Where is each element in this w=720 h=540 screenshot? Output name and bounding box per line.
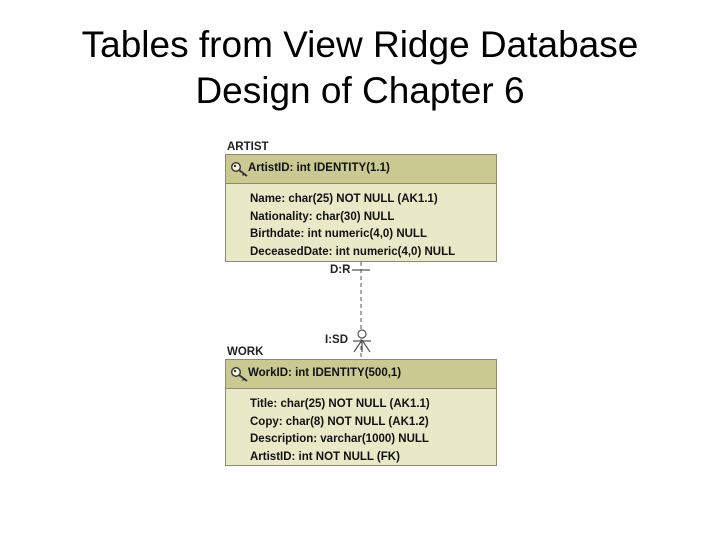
slide-title-line-2: Design of Chapter 6 [195, 70, 525, 111]
work-primary-key: WorkID: int IDENTITY(500,1) [248, 367, 402, 379]
artist-attribute: Nationality: char(30) NULL [250, 210, 395, 223]
work-attribute: Title: char(25) NOT NULL (AK1.1) [250, 398, 430, 410]
work-attribute: Description: varchar(1000) NULL [250, 433, 429, 445]
artist-table-name: ARTIST [227, 141, 269, 153]
artist-attribute: DeceasedDate: int numeric(4,0) NULL [250, 245, 456, 258]
artist-attribute: Name: char(25) NOT NULL (AK1.1) [250, 193, 438, 205]
work-primary-key-row [226, 360, 496, 389]
work-attribute-list [226, 389, 496, 466]
work-table-name: WORK [227, 346, 264, 358]
slide-title-line-1: Tables from View Ridge Database [81, 24, 639, 65]
relationship-crow-foot-right [362, 340, 370, 352]
artist-primary-key: ArtistID: int IDENTITY(1.1) [248, 162, 390, 174]
work-entity [225, 359, 497, 466]
parent-action-label: D:R [330, 264, 351, 276]
key-icon [230, 365, 250, 383]
child-action-label: I:SD [325, 334, 348, 346]
relationship-optional-circle [358, 330, 366, 338]
work-attribute: Copy: char(8) NOT NULL (AK1.2) [250, 415, 429, 428]
work-attribute: ArtistID: int NOT NULL (FK) [250, 450, 400, 463]
artist-attribute: Birthdate: int numeric(4,0) NULL [250, 228, 427, 240]
